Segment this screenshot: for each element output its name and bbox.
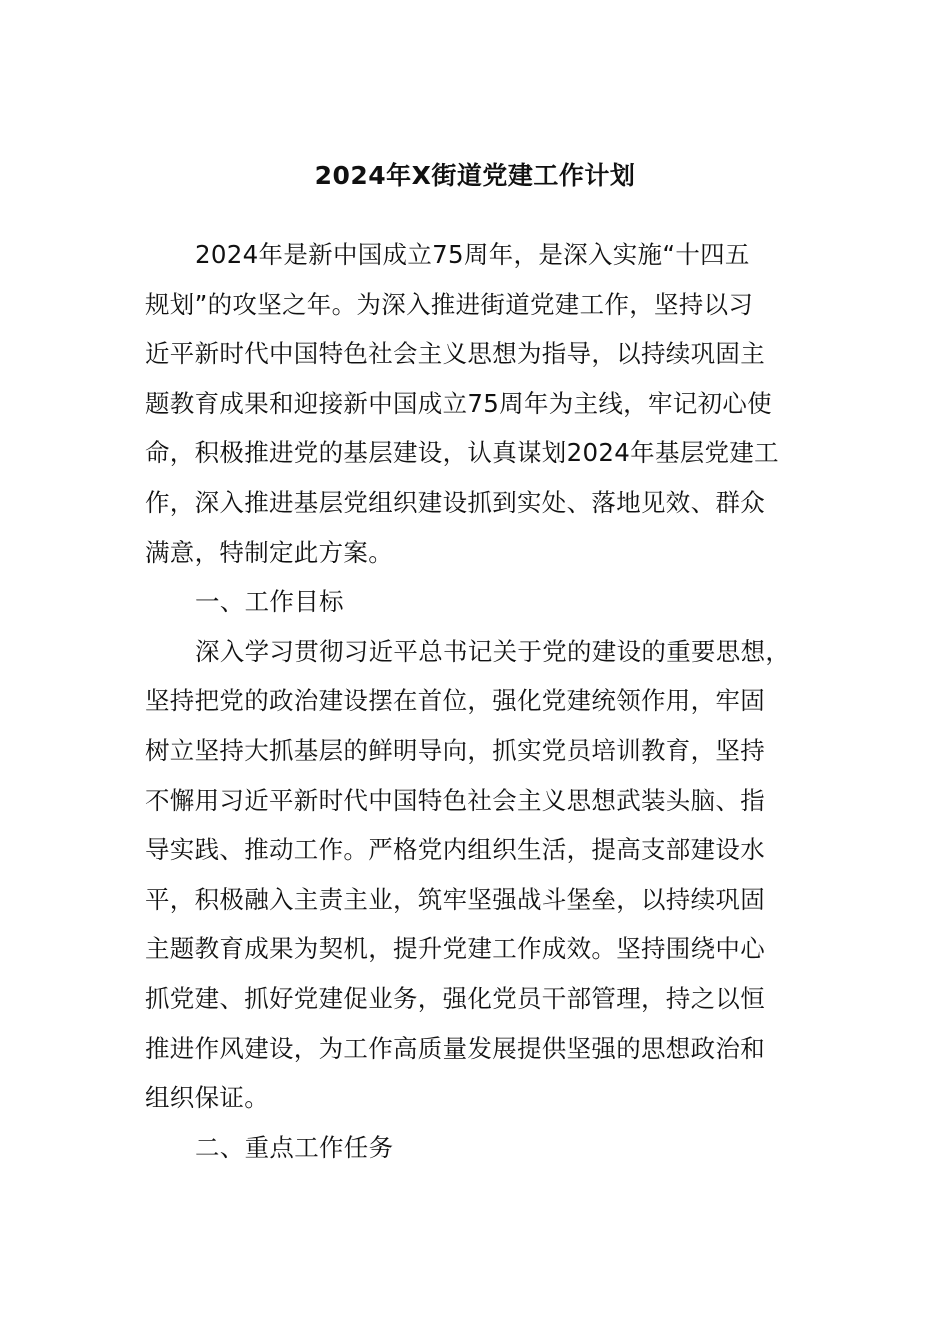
paragraph-intro-line-7: 满意，特制定此方案。 — [145, 537, 393, 567]
paragraph-goals-line-8: 抓党建、抓好党建促业务，强化党员干部管理，持之以恒 — [145, 983, 765, 1013]
section-heading-tasks: 二、重点工作任务 — [195, 1132, 394, 1162]
document-title: 2024年X街道党建工作计划 — [314, 161, 636, 190]
paragraph-goals-line-5: 导实践、推动工作。严格党内组织生活，提高支部建设水 — [145, 835, 765, 865]
paragraph-goals-line-7: 主题教育成果为契机，提升党建工作成效。坚持围绕中心 — [145, 934, 765, 964]
paragraph-intro-line-5: 命，积极推进党的基层建设，认真谋划2024年基层党建工 — [145, 438, 779, 468]
paragraph-goals-line-4: 不懈用习近平新时代中国特色社会主义思想武装头脑、指 — [145, 785, 765, 815]
paragraph-goals-line-6: 平，积极融入主责主业，筑牢坚强战斗堡垒，以持续巩固 — [145, 884, 765, 914]
paragraph-intro-line-4: 题教育成果和迎接新中国成立75周年为主线，牢记初心使 — [145, 388, 772, 418]
document-body — [145, 230, 810, 1172]
paragraph-goals-line-2: 坚持把党的政治建设摆在首位，强化党建统领作用，牢固 — [145, 686, 765, 716]
paragraph-intro-line-2: 规划”的攻坚之年。为深入推进街道党建工作，坚持以习 — [145, 289, 754, 319]
paragraph-goals-line-1: 深入学习贯彻习近平总书记关于党的建设的重要思想， — [195, 636, 791, 666]
paragraph-goals-line-3: 树立坚持大抓基层的鲜明导向，抓实党员培训教育，坚持 — [145, 735, 765, 765]
paragraph-goals-line-10: 组织保证。 — [145, 1083, 269, 1113]
paragraph-intro-line-1: 2024年是新中国成立75周年，是深入实施“十四五 — [195, 240, 750, 269]
section-heading-goals: 一、工作目标 — [195, 587, 344, 617]
paragraph-intro-line-3: 近平新时代中国特色社会主义思想为指导，以持续巩固主 — [145, 339, 765, 369]
paragraph-goals-line-9: 推进作风建设，为工作高质量发展提供坚强的思想政治和 — [145, 1033, 765, 1063]
paragraph-intro-line-6: 作，深入推进基层党组织建设抓到实处、落地见效、群众 — [145, 487, 765, 517]
